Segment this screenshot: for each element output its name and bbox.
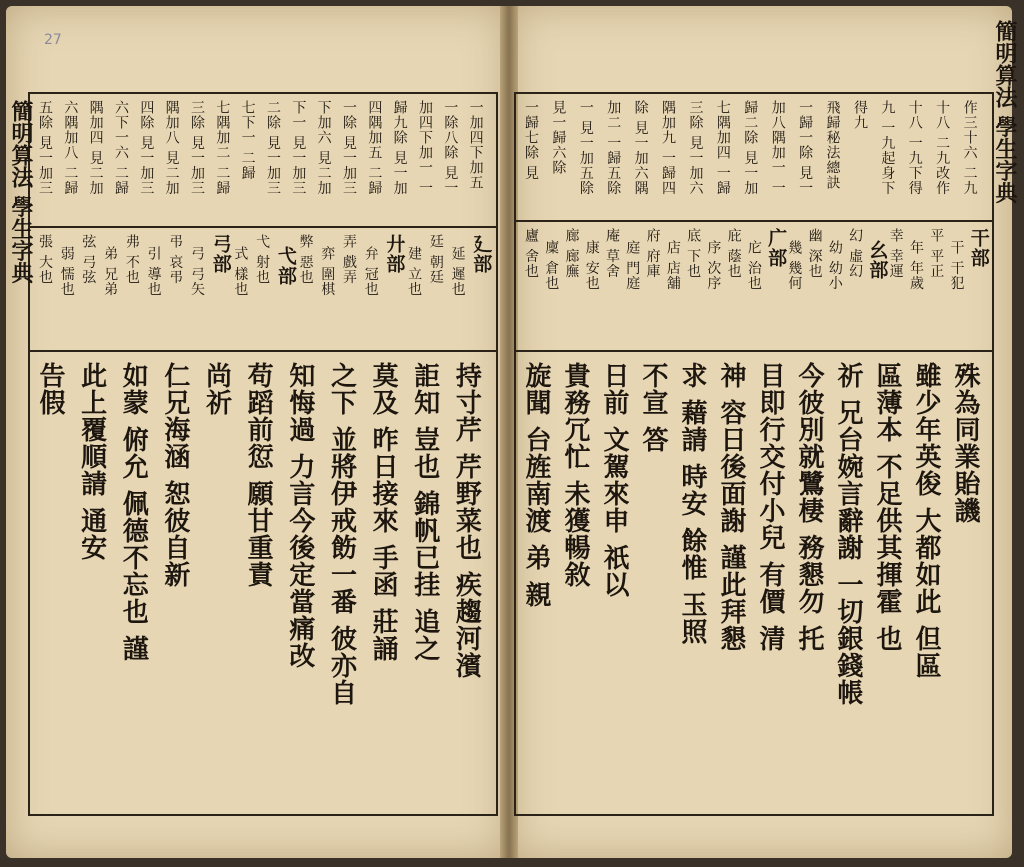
division-rule-column: 見一歸六除 (550, 100, 567, 175)
radical-entry: 弟 兄弟 (102, 246, 119, 297)
division-rule-column: 七隅加四 一歸 (714, 100, 731, 196)
radical-entry: 年 年歲 (907, 240, 924, 291)
letter-column: 告假 (35, 362, 65, 416)
division-rule-column: 二除 見一加三 (265, 100, 281, 196)
radical-entry: 庭 門庭 (624, 240, 641, 291)
division-rule-column: 隅加九 一歸四 (660, 100, 677, 196)
letter-column: 旋聞 台旌南渡 弟 親 (521, 362, 551, 609)
right-rule-mid (514, 350, 992, 352)
division-rule-column: 六隅加八 二歸 (62, 100, 79, 196)
division-rule-column: 加八隅加一 一 (769, 100, 786, 196)
division-rule-column: 一 見一加五除 (577, 100, 594, 196)
letter-column: 如蒙 俯允 佩德不忘也 謹 (118, 362, 149, 663)
radical-entry: 弁 冠也 (362, 246, 379, 297)
radical-heading: 广部 (765, 228, 788, 268)
radical-entry: 弔 哀弔 (167, 234, 184, 285)
radical-heading: 干部 (967, 228, 990, 268)
letter-column: 持寸芹 芹野菜也 疾趨河濱 (451, 362, 482, 680)
division-rule-column: 一除 見一加三 (341, 100, 357, 196)
division-rule-column: 一歸七除 見 (523, 100, 539, 181)
right-rule-top (514, 220, 992, 222)
radical-entry: 庵 草舍 (604, 228, 621, 279)
division-rule-column: 十八 二九改作 (934, 100, 951, 196)
radical-entry: 弄 戲弄 (341, 234, 357, 285)
letter-column: 目即行交付小兒 有價 清 (755, 362, 785, 653)
radical-entry: 廩 倉也 (543, 240, 560, 291)
radical-entry: 序 次序 (705, 240, 722, 291)
division-rule-column: 一歸一除 見一 (797, 100, 814, 196)
division-rule-column: 加四下加一 一 (417, 100, 433, 196)
division-rule-column: 下加六 見二加 (315, 100, 332, 196)
left-side-title: 簡明算法 學生字典 (8, 100, 34, 284)
division-rule-column: 除 見一加六隅 (632, 100, 649, 196)
radical-entry: 延 遲也 (449, 246, 466, 297)
radical-entry: 庇 蔭也 (725, 228, 742, 279)
letter-column: 今彼別就鷺棲 務懇勿 托 (794, 362, 824, 653)
radical-heading: 弋部 (274, 246, 297, 286)
radical-entry: 店 店舖 (664, 240, 681, 291)
letter-column: 雖少年英俊 大都如此 但區 (911, 362, 941, 680)
radical-heading: 弓部 (209, 234, 232, 274)
letter-column: 苟蹈前愆 願甘重責 (243, 362, 274, 589)
division-rule-column: 六下一六 二歸 (113, 100, 129, 196)
radical-entry: 廷 朝廷 (427, 234, 444, 285)
letter-column: 尚祈 (201, 362, 232, 416)
division-rule-column: 隅加四 見二加 (87, 100, 104, 196)
division-rule-column: 九 一九起身下 (879, 100, 896, 196)
division-rule-column: 歸二除 見一加 (742, 100, 759, 196)
division-rule-column: 七隅加二 二歸 (214, 100, 231, 196)
radical-entry: 弗 不也 (123, 234, 140, 285)
radical-entry: 弈 圍棋 (319, 246, 336, 297)
radical-entry: 張 大也 (37, 234, 53, 285)
division-rule-column: 飛歸秘法總訣 (824, 100, 841, 190)
division-rule-column: 四除 見一加三 (138, 100, 155, 196)
letter-column: 不宣 答 (638, 362, 668, 454)
division-rule-column: 得九 (851, 100, 868, 130)
letter-column: 祈 兄台婉言辭謝 一切銀錢帳 (833, 362, 863, 707)
radical-entry: 底 下也 (685, 228, 702, 279)
division-rule-column: 七下一 二歸 (239, 100, 256, 181)
radical-entry: 式 樣也 (232, 246, 249, 297)
radical-entry: 幽 深也 (806, 228, 823, 279)
radical-entry: 弱 懦也 (58, 246, 75, 297)
division-rule-column: 一除八除 見一 (442, 100, 459, 196)
radical-entry: 弊 惡也 (297, 234, 314, 285)
left-rule-top (28, 226, 496, 228)
letter-column: 仁兄海涵 恕彼自新 (159, 362, 190, 589)
letter-column: 神 容日後面謝 謹此拜懇 (716, 362, 746, 653)
division-rule-column: 四隅加五 二歸 (366, 100, 383, 196)
letter-column: 殊為同業貽譏 (950, 362, 980, 524)
radical-entry: 引 導也 (145, 246, 162, 297)
letter-column: 莫及 昨日接來 手函 莊誦 (368, 362, 399, 663)
radical-entry: 弋 射也 (254, 234, 271, 285)
division-rule-column: 作三十六 二九 (961, 100, 978, 196)
radical-entry: 廬 舍也 (523, 228, 539, 279)
division-rule-column: 隅加八 見二加 (163, 100, 180, 196)
division-rule-column: 一加四下加五 (467, 100, 484, 190)
left-rule-mid (28, 350, 496, 352)
right-side-title: 簡明算法 學生字典 (992, 20, 1018, 204)
radical-entry: 弓 弓矢 (189, 246, 205, 297)
radical-entry: 幻 虛幻 (847, 228, 864, 279)
division-rule-column: 三除 見一加六 (687, 100, 704, 196)
division-rule-column: 五除 見一加三 (37, 100, 53, 196)
radical-entry: 廊 廊廡 (563, 228, 580, 279)
radical-entry: 平 平正 (928, 228, 945, 279)
radical-entry: 幸 幸運 (887, 228, 904, 279)
letter-column: 日前 文駕來申 祇以 (599, 362, 629, 599)
letter-column: 求 藉請 時安 餘惟 玉照 (677, 362, 707, 646)
radical-heading: 廴部 (470, 234, 493, 274)
radical-entry: 幼 幼小 (826, 240, 843, 291)
division-rule-column: 下一 見一加三 (290, 100, 307, 196)
letter-column: 詎知 豈也 錦帆已挂 追之 (409, 362, 440, 663)
radical-heading: 幺部 (866, 240, 889, 280)
letter-column: 貴務冗忙 未獲暢敘 (560, 362, 590, 589)
division-rule-column: 加二 一歸五除 (605, 100, 622, 196)
division-rule-column: 歸九除 見一加 (391, 100, 408, 196)
radical-entry: 庀 治也 (745, 240, 762, 291)
letter-column: 知悔過 力言今後定當痛改 (284, 362, 315, 670)
division-rule-column: 十八 一九下得 (906, 100, 923, 196)
letter-column: 之下 並將伊戒飭一番 彼亦自 (326, 362, 357, 707)
radical-entry: 建 立也 (406, 246, 423, 297)
page-number: 27 (44, 32, 62, 48)
radical-entry: 干 干犯 (948, 240, 965, 291)
letter-column: 此上覆順請 通安 (76, 362, 107, 562)
radical-entry: 康 安也 (583, 240, 600, 291)
letter-column: 區薄本 不足供其揮霍 也 (872, 362, 902, 653)
radical-entry: 幾 幾何 (786, 240, 803, 291)
radical-entry: 弦 弓弦 (80, 234, 97, 285)
radical-heading: 廾部 (383, 234, 406, 274)
radical-entry: 府 府庫 (644, 228, 661, 279)
division-rule-column: 三除 見一加三 (189, 100, 205, 196)
